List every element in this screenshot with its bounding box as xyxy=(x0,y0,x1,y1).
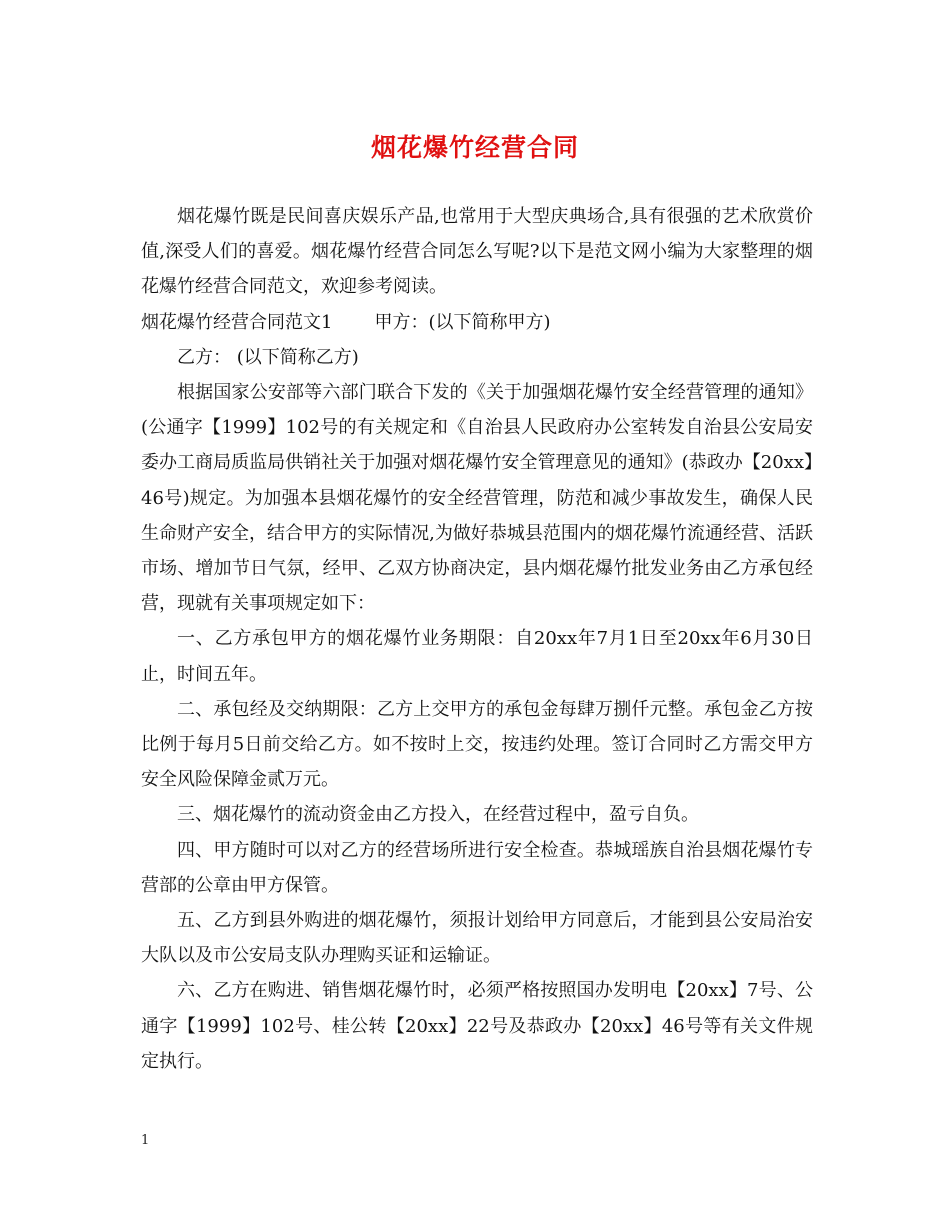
intro-paragraph: 烟花爆竹既是民间喜庆娱乐产品,也常用于大型庆典场合,具有很强的艺术欣赏价值,深受人们的喜爱。烟花爆竹经营合同怎么写呢?以下是范文网小编为大家整理的烟花爆竹经营合同范文，欢迎参考阅读。 xyxy=(141,206,813,298)
preamble-paragraph: 根据国家公安部等六部门联合下发的《关于加强烟花爆竹安全经营管理的通知》(公通字【1999】102号的有关规定和《自治县人民政府办公室转发自治县公安局安委办工商局质监局供销社关于加强对烟花爆竹安全管理意见的通知》(恭政办【20xx】46号)规定。为加强本县烟花爆竹的安全经营管理，防范和减少事故发生，确保人民生命财产安全，结合甲方的实际情况,为做好恭城县范围内的烟花爆竹流通经营、活跃市场、增加节日气氛，经甲、乙双方协商决定，县内烟花爆竹批发业务由乙方承包经营，现就有关事项规定如下： xyxy=(141,382,813,615)
page-number: 1 xyxy=(141,1133,150,1148)
clause-2: 二、承包经及交纳期限：乙方上交甲方的承包金每肆万捌仟元整。承包金乙方按比例于每月5日前交给乙方。如不按时上交，按违约处理。签订合同时乙方需交甲方安全风险保障金贰万元。 xyxy=(141,698,813,791)
sample-label: 烟花爆竹经营合同范文1 xyxy=(141,311,333,333)
party-a-line: 甲方：(以下简称甲方) xyxy=(374,311,551,333)
clause-4: 四、甲方随时可以对乙方的经营场所进行安全检查。恭城瑶族自治县烟花爆竹专营部的公章由甲方保管。 xyxy=(141,839,813,896)
party-b-line: 乙方： (以下简称乙方) xyxy=(177,346,359,368)
clause-5: 五、乙方到县外购进的烟花爆竹，须报计划给甲方同意后，才能到县公安局治安大队以及市公安局支队办理购买证和运输证。 xyxy=(141,910,813,967)
clause-1: 一、乙方承包甲方的烟花爆竹业务期限：自20xx年7月1日至20xx年6月30日止，时间五年。 xyxy=(141,628,813,685)
document-body xyxy=(141,199,813,1079)
clause-3: 三、烟花爆竹的流动资金由乙方投入，在经营过程中，盈亏自负。 xyxy=(177,804,699,826)
clause-6: 六、乙方在购进、销售烟花爆竹时，必须严格按照国办发明电【20xx】7号、公通字【1999】102号、桂公转【20xx】22号及恭政办【20xx】46号等有关文件规定执行。 xyxy=(141,980,813,1072)
document-title: 烟花爆竹经营合同 xyxy=(370,133,579,162)
sample-heading-line xyxy=(141,305,813,340)
